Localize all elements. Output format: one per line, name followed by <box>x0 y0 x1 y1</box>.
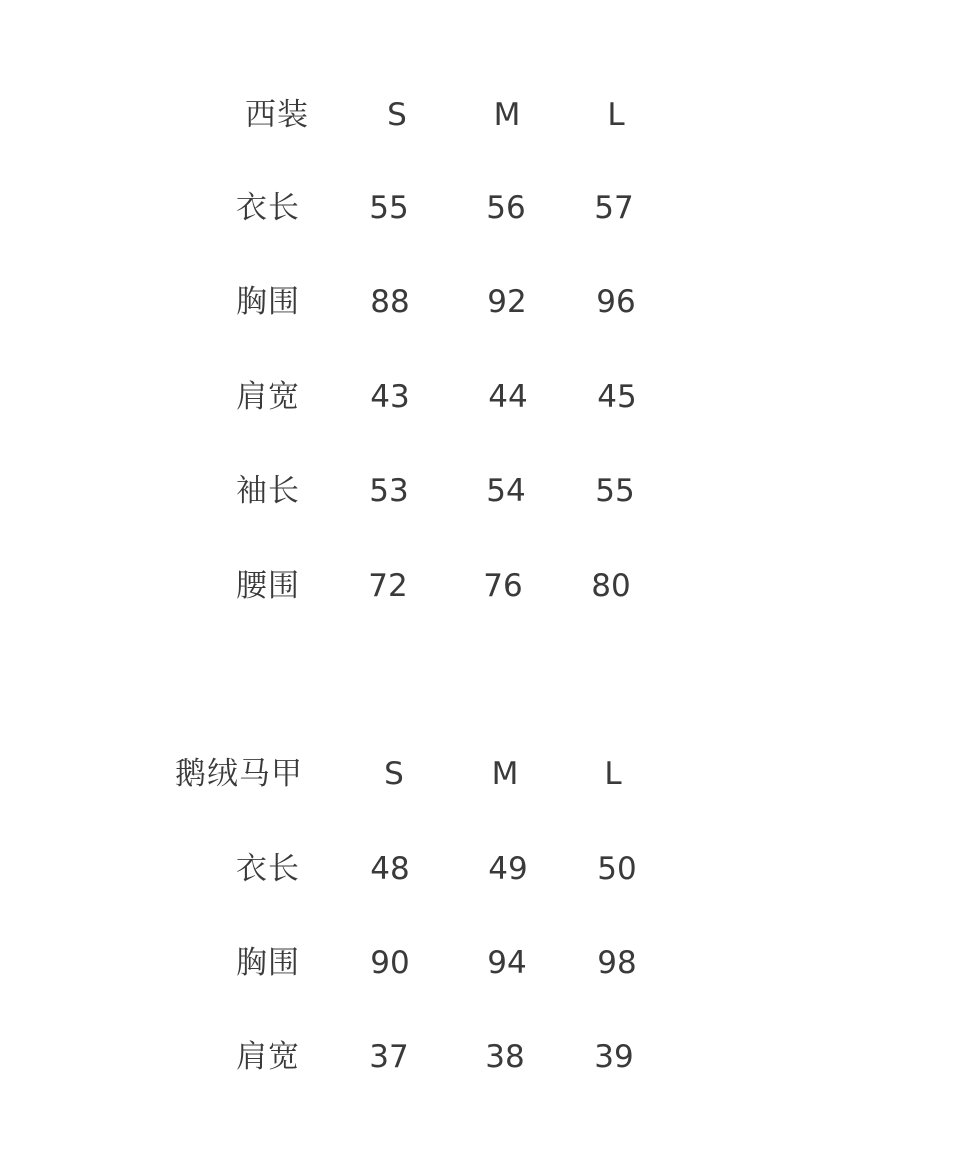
table-row <box>0 471 980 511</box>
table-row <box>0 377 980 417</box>
size-l-header: L <box>607 97 625 133</box>
table-row <box>0 566 980 606</box>
row-label: 衣长 <box>236 851 300 887</box>
table-row <box>0 943 980 983</box>
value-cell: 54 <box>486 473 526 509</box>
size-m-header: M <box>493 97 521 133</box>
value-cell: 57 <box>594 190 634 226</box>
value-cell: 43 <box>370 379 410 415</box>
size-s-header: S <box>387 97 407 133</box>
value-cell: 44 <box>488 379 528 415</box>
row-label: 衣长 <box>236 190 300 226</box>
row-label: 肩宽 <box>236 379 300 415</box>
value-cell: 76 <box>483 568 523 604</box>
value-cell: 96 <box>596 284 636 320</box>
suit-header-row <box>0 95 980 135</box>
value-cell: 94 <box>487 945 527 981</box>
table-row <box>0 849 980 889</box>
value-cell: 98 <box>597 945 637 981</box>
row-label: 袖长 <box>236 473 300 509</box>
row-label: 肩宽 <box>236 1039 300 1075</box>
value-cell: 55 <box>595 473 635 509</box>
vest-header-row <box>0 754 980 794</box>
size-m-header: M <box>491 756 519 792</box>
size-s-header: S <box>384 756 404 792</box>
value-cell: 55 <box>369 190 409 226</box>
value-cell: 72 <box>368 568 408 604</box>
value-cell: 37 <box>369 1039 409 1075</box>
table-row <box>0 282 980 322</box>
vest-title: 鹅绒马甲 <box>175 756 303 792</box>
suit-title: 西装 <box>245 97 309 133</box>
value-cell: 90 <box>370 945 410 981</box>
table-row <box>0 188 980 228</box>
value-cell: 92 <box>487 284 527 320</box>
value-cell: 38 <box>485 1039 525 1075</box>
value-cell: 49 <box>488 851 528 887</box>
value-cell: 53 <box>369 473 409 509</box>
value-cell: 45 <box>597 379 637 415</box>
value-cell: 88 <box>370 284 410 320</box>
value-cell: 50 <box>597 851 637 887</box>
row-label: 胸围 <box>236 284 300 320</box>
value-cell: 48 <box>370 851 410 887</box>
value-cell: 39 <box>594 1039 634 1075</box>
value-cell: 56 <box>486 190 526 226</box>
row-label: 胸围 <box>236 945 300 981</box>
table-row <box>0 1037 980 1077</box>
size-l-header: L <box>604 756 622 792</box>
row-label: 腰围 <box>236 568 300 604</box>
value-cell: 80 <box>591 568 631 604</box>
